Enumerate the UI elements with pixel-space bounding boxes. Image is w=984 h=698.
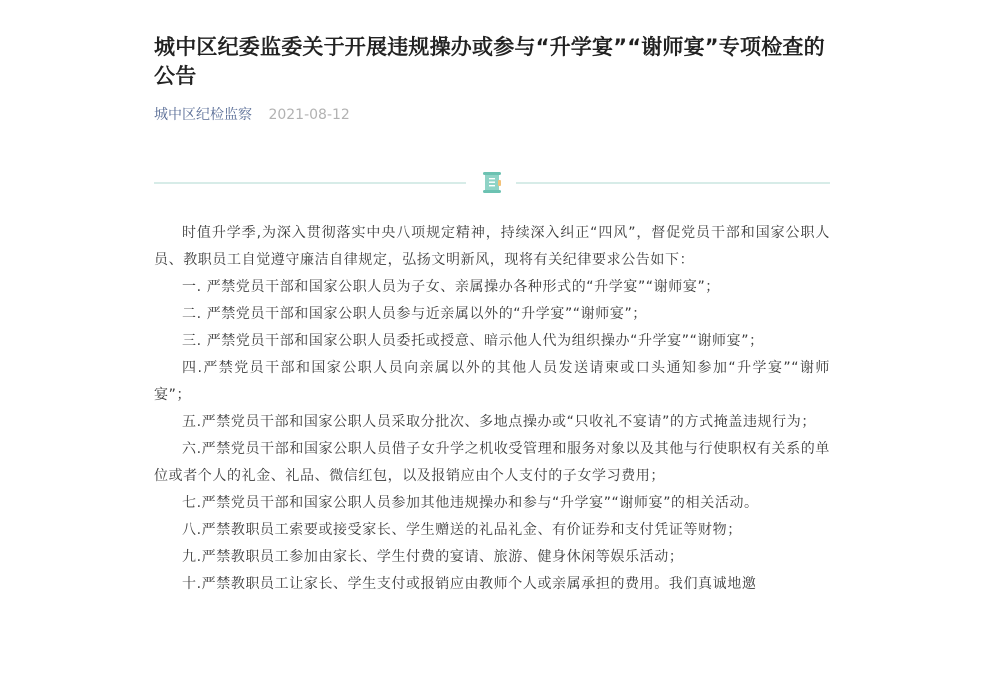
rule-item-10: 十.严禁教职员工让家长、学生支付或报销应由教师个人或亲属承担的费用。我们真诚地邀 [182, 576, 757, 592]
publish-date: 2021-08-12 [268, 107, 350, 123]
article-body [154, 220, 830, 598]
intro-paragraph: 时值升学季,为深入贯彻落实中央八项规定精神，持续深入纠正“四风”，督促党员干部和国家公职人员、教职员工自觉遵守廉洁自律规定，弘扬文明新风，现将有关纪律要求公告如下： [154, 225, 830, 268]
rule-item-3: 三. 严禁党员干部和国家公职人员委托或授意、暗示他人代为组织操办“升学宴”“谢师宴”； [182, 333, 764, 349]
article-meta [154, 105, 830, 125]
rule-item-4: 四.严禁党员干部和国家公职人员向亲属以外的其他人员发送请柬或口头通知参加“升学宴”“谢师宴”； [154, 360, 830, 403]
rule-item-7: 七.严禁党员干部和国家公职人员参加其他违规操办和参与“升学宴”“谢师宴”的相关活动。 [182, 495, 759, 511]
rule-item-6: 六.严禁党员干部和国家公职人员借子女升学之机收受管理和服务对象以及其他与行使职权有关系的单位或者个人的礼金、礼品、微信红包，以及报销应由个人支付的子女学习费用； [154, 441, 830, 484]
account-name-link[interactable]: 城中区纪检监察 [154, 107, 252, 123]
rule-item-2: 二. 严禁党员干部和国家公职人员参与近亲属以外的“升学宴”“谢师宴”； [182, 306, 647, 322]
rule-item-9: 九.严禁教职员工参加由家长、学生付费的宴请、旅游、健身休闲等娱乐活动； [182, 549, 684, 565]
article-title: 城中区纪委监委关于开展违规操办或参与“升学宴”“谢师宴”专项检查的公告 [154, 35, 825, 88]
section-divider [154, 168, 830, 198]
rule-item-5: 五.严禁党员干部和国家公职人员采取分批次、多地点操办或“只收礼不宴请”的方式掩盖违规行为； [182, 414, 816, 430]
scroll-icon [483, 171, 501, 194]
divider-line-right [516, 182, 830, 184]
divider-line-left [154, 182, 466, 184]
article [154, 0, 830, 598]
rule-item-1: 一. 严禁党员干部和国家公职人员为子女、亲属操办各种形式的“升学宴”“谢师宴”； [182, 279, 720, 295]
rule-item-8: 八.严禁教职员工索要或接受家长、学生赠送的礼品礼金、有价证券和支付凭证等财物； [182, 522, 742, 538]
